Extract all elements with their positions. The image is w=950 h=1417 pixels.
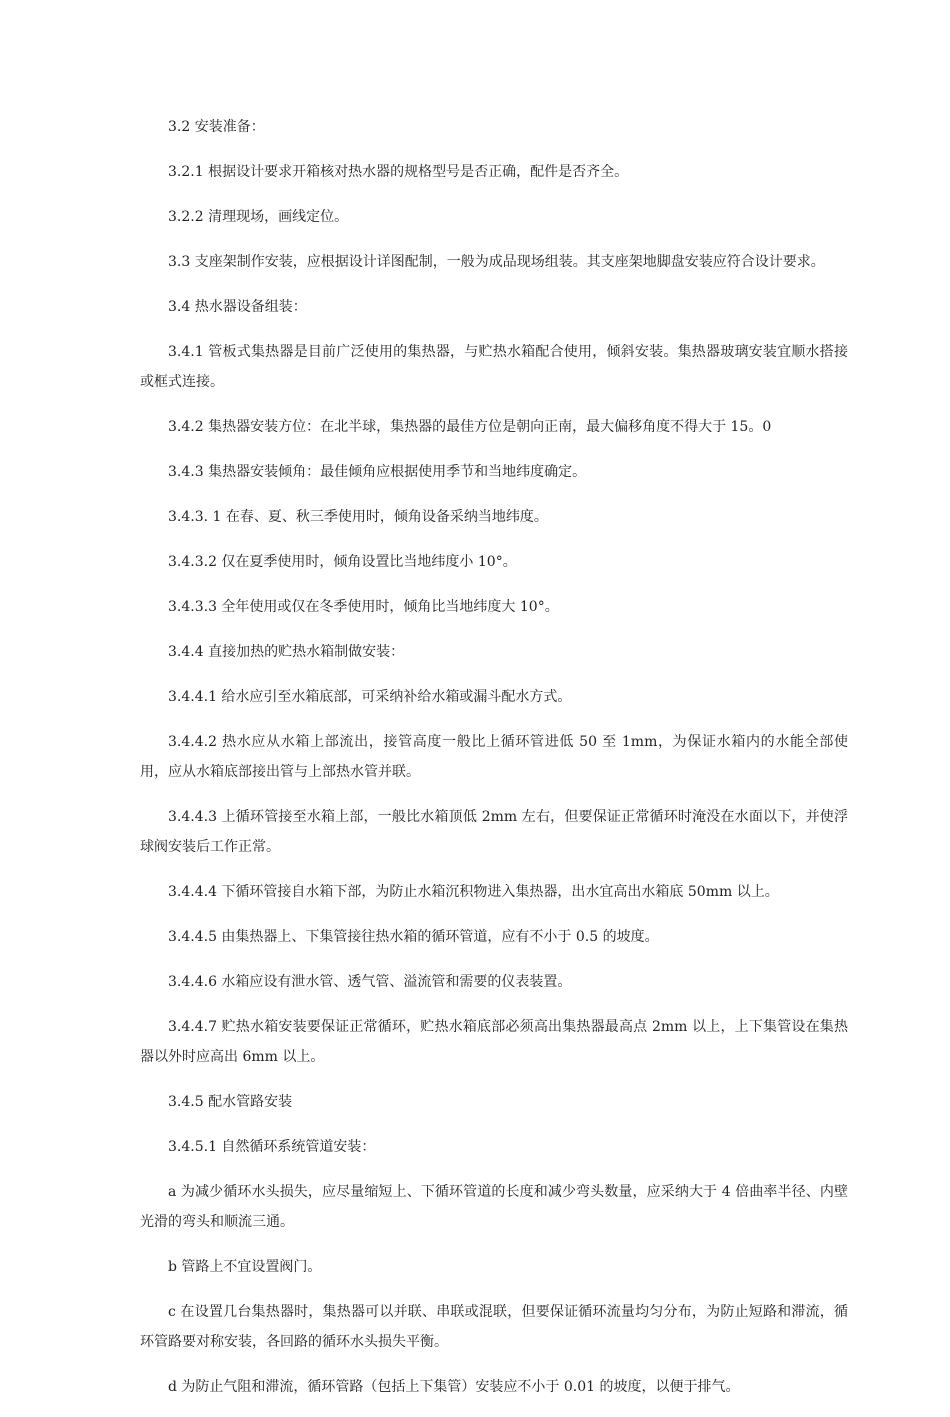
- para-item-a: a 为减少循环水头损失，应尽量缩短上、下循环管道的长度和减少弯头数量，应采纳大于 4 倍曲率半径、内壁光滑的弯头和顺流三通。: [140, 1184, 848, 1230]
- para-3-2-1: 3.2.1 根据设计要求开箱核对热水器的规格型号是否正确，配件是否齐全。: [168, 164, 629, 180]
- para-3-4-4-4: 3.4.4.4 下循环管接自水箱下部，为防止水箱沉积物进入集热器，出水宜高出水箱底 50mm 以上。: [168, 884, 779, 900]
- para-3-4-3-3: 3.4.3.3 全年使用或仅在冬季使用时，倾角比当地纬度大 10°。: [168, 599, 559, 615]
- para-3-3: 3.3 支座架制作安装，应根据设计详图配制，一般为成品现场组装。其支座架地脚盘安装应符合设计要求。: [168, 254, 825, 270]
- para-3-4-4-2: 3.4.4.2 热水应从水箱上部流出，接管高度一般比上循环管进低 50 至 1mm，为保证水箱内的水能全部使用，应从水箱底部接出管与上部热水管并联。: [140, 734, 848, 780]
- para-item-c: c 在设置几台集热器时，集热器可以并联、串联或混联，但要保证循环流量均匀分布，为防止短路和滞流，循环管路要对称安装，各回路的循环水头损失平衡。: [140, 1304, 848, 1350]
- document-body: [140, 112, 848, 1417]
- para-item-d: d 为防止气阻和滞流，循环管路（包括上下集管）安装应不小于 0.01 的坡度，以便于排气。: [168, 1379, 740, 1395]
- para-3-2: 3.2 安装准备：: [168, 119, 265, 135]
- para-3-4-4-3: 3.4.4.3 上循环管接至水箱上部，一般比水箱顶低 2mm 左右，但要保证正常循环时淹没在水面以下，并使浮球阀安装后工作正常。: [140, 809, 848, 855]
- para-3-4-3-2: 3.4.3.2 仅在夏季使用时，倾角设置比当地纬度小 10°。: [168, 554, 517, 570]
- para-3-4-5-1: 3.4.5.1 自然循环系统管道安装：: [168, 1139, 376, 1155]
- para-3-4-1: 3.4.1 管板式集热器是目前广泛使用的集热器，与贮热水箱配合使用，倾斜安装。集热器玻璃安装宜顺水搭接或框式连接。: [140, 344, 848, 390]
- para-3-4-3-1: 3.4.3. 1 在春、夏、秋三季使用时，倾角设备采纳当地纬度。: [168, 509, 548, 525]
- para-3-4: 3.4 热水器设备组装：: [168, 299, 307, 315]
- para-3-4-4: 3.4.4 直接加热的贮热水箱制做安装：: [168, 644, 405, 660]
- para-item-b: b 管路上不宜设置阀门。: [168, 1259, 322, 1275]
- para-3-4-4-7: 3.4.4.7 贮热水箱安装要保证正常循环，贮热水箱底部必须高出集热器最高点 2mm 以上，上下集管设在集热器以外时应高出 6mm 以上。: [140, 1019, 848, 1065]
- para-3-2-2: 3.2.2 清理现场，画线定位。: [168, 209, 349, 225]
- para-3-4-2: 3.4.2 集热器安装方位：在北半球，集热器的最佳方位是朝向正南，最大偏移角度不得大于 15。0: [168, 419, 772, 435]
- para-3-4-5: 3.4.5 配水管路安装: [168, 1094, 293, 1110]
- para-3-4-4-5: 3.4.4.5 由集热器上、下集管接往热水箱的循环管道，应有不小于 0.5 的坡度。: [168, 929, 659, 945]
- para-3-4-4-1: 3.4.4.1 给水应引至水箱底部，可采纳补给水箱或漏斗配水方式。: [168, 689, 572, 705]
- para-3-4-3: 3.4.3 集热器安装倾角：最佳倾角应根据使用季节和当地纬度确定。: [168, 464, 587, 480]
- para-3-4-4-6: 3.4.4.6 水箱应设有泄水管、透气管、溢流管和需要的仪表装置。: [168, 974, 572, 990]
